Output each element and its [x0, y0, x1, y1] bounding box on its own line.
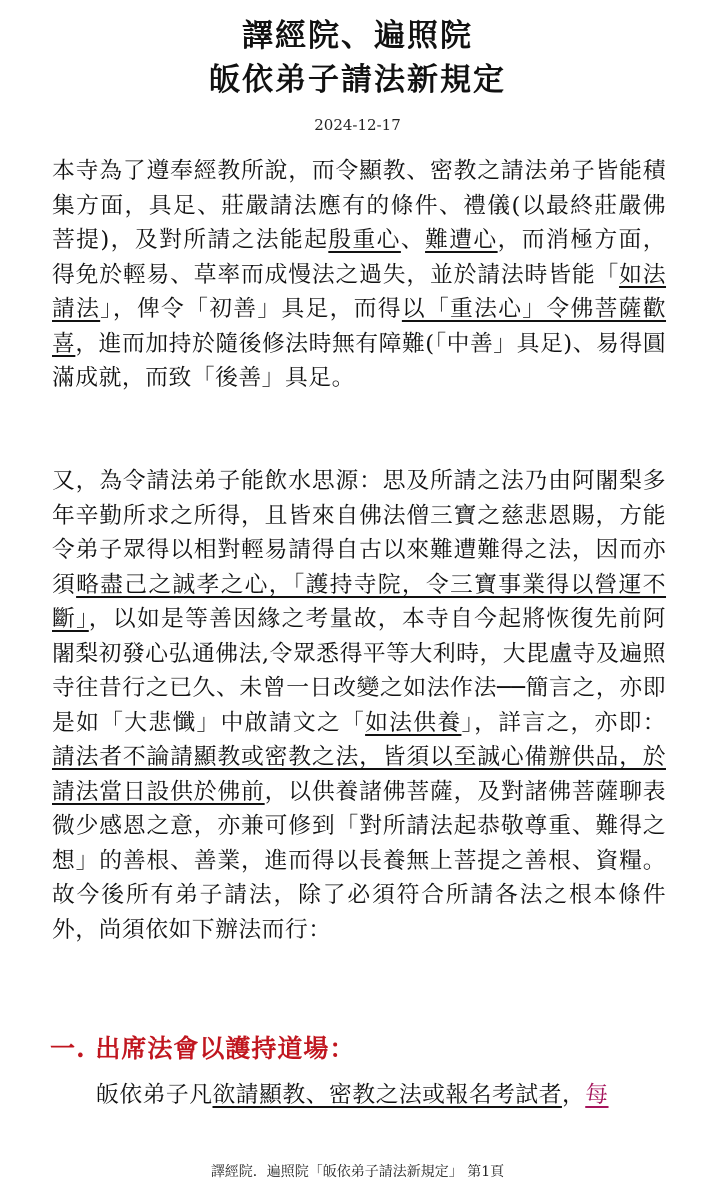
page-footer: 譯經院．遍照院「皈依弟子請法新規定」 第1頁	[210, 1164, 505, 1180]
text: 又，為令請法弟子能飲水思源：思及所請之法乃由阿闍梨多年辛勤所求之所得，且皆來自佛法僧三寶之慈悲恩賜，方能令弟子眾得以相對輕易請得自古以來難遭難得之法，因而亦須	[52, 468, 666, 598]
title-line2: 皈依弟子請法新規定	[209, 62, 506, 98]
text: 皈依弟子凡	[96, 1082, 213, 1108]
text: ，進而加持於隨後修法時無有障難(「中善」具足)、易得圓滿成就，而致「後善」具足。	[52, 330, 667, 391]
underlined-text: 如法請法	[52, 261, 667, 322]
underlined-text: 殷重心	[328, 227, 401, 253]
section-heading: 一. 出席法會以護持道場：	[50, 1034, 356, 1063]
paragraph-1	[52, 154, 666, 396]
text: 」，俾令「初善」具足，而得	[100, 296, 402, 322]
underlined-text: 如法供養	[365, 709, 462, 736]
text: ，	[561, 1082, 586, 1108]
text: ，以如是等善因緣之考量故，本寺自今起將恢復先前阿闍梨初發心弘通佛法,令眾悉得平等大利時，大毘盧寺及遍照寺往昔行之已久、未曾一日改變之如法作法──簡言之，亦即是如「大悲懺」中啟請文之「	[52, 606, 667, 736]
title-line1: 譯經院、遍照院	[242, 18, 473, 54]
text: 」，詳言之，亦即：	[461, 709, 667, 736]
underlined-text: 以「重法心」令佛菩薩歡喜	[52, 296, 667, 357]
paragraph-2	[52, 464, 666, 947]
paragraph-3	[52, 1078, 666, 1112]
underlined-text: 難遭心	[425, 227, 498, 253]
underlined-text: 請法者不論請顯教或密教之法，皆須以至誠心備辦供品，於請法當日設供於佛前	[52, 744, 666, 805]
highlighted-link-text[interactable]: 每	[585, 1082, 609, 1108]
underlined-text: 略盡己之誠孝之心，「護持寺院，令三寶事業得以營運不斷」	[52, 571, 667, 632]
text: ，以供養諸佛菩薩，及對諸佛菩薩聊表微少感恩之意，亦兼可修到「對所請法起恭敬尊重、難得之想」的善根、善業，進而得以長養無上菩提之善根、資糧。故今後所有弟子請法，除了必須符合所請各法之根本條件外，尚須依如下辦法而行：	[52, 778, 667, 943]
text: 、	[400, 227, 426, 253]
document-date: 2024-12-17	[314, 116, 401, 134]
text: ，而消極方面，得免於輕易、草率而成慢法之過失，並於請法時皆能「	[52, 227, 667, 288]
underlined-text: 欲請顯教、密教之法或報名考試者	[212, 1082, 562, 1108]
text: 本寺為了遵奉經教所說，而令顯教、密教之請法弟子皆能積集方面，具足、莊嚴請法應有的條件、禮儀(以最終莊嚴佛菩提)，及對所請之法能起	[52, 158, 666, 253]
